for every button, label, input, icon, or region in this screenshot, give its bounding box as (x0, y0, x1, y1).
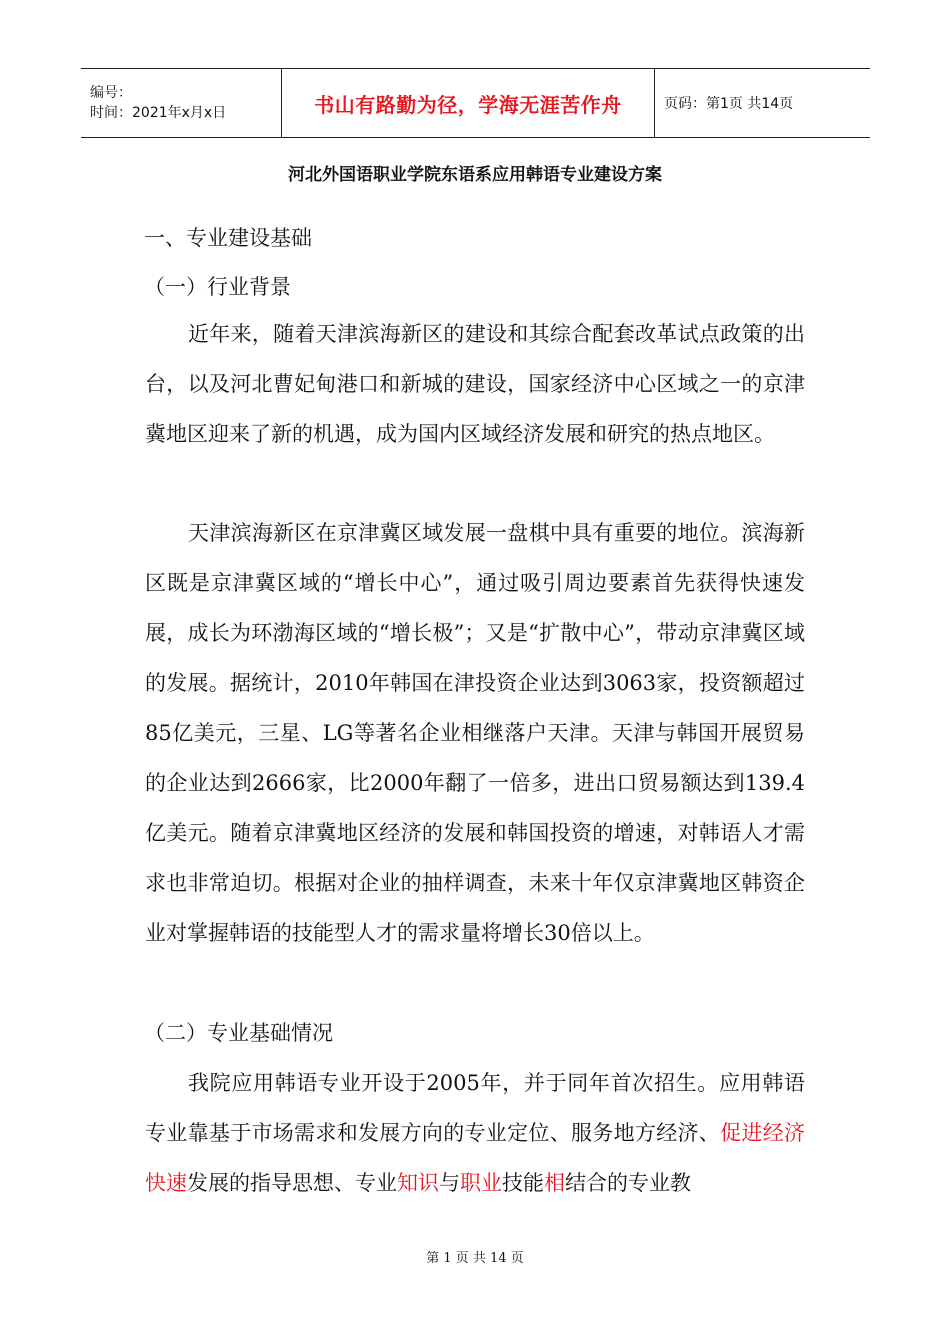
paragraph-3-highlight-4: 相 (544, 1171, 565, 1195)
date-label: 时间：2021年x月x日 (90, 105, 227, 121)
motto: 书山有路勤为径，学海无涯苦作舟 (314, 92, 622, 117)
paragraph-2: 天津滨海新区在京津冀区域发展一盘棋中具有重要的地位。滨海新区既是京津冀区域的“增长中心”，通过吸引周边要素首先获得快速发展，成长为环渤海区域的“增长极”；又是“扩散中心”，带动京津冀区域的发展。据统计，2010年韩国在津投资企业达到3063家，投资额超过85亿美元，三星、LG等著名企业相继落户天津。天津与韩国开展贸易的企业达到2666家，比2000年翻了一倍多，进出口贸易额达到139.4亿美元。随着京津冀地区经济的发展和韩国投资的增速，对韩语人才需求也非常迫切。根据对企业的抽样调查，未来十年仅京津冀地区韩资企业对掌握韩语的技能型人才的需求量将增长30倍以上。 (145, 521, 805, 945)
subsection-heading-2: （二）专业基础情况 (144, 1021, 333, 1045)
number-label: 编号： (90, 85, 132, 101)
page-info: 页码：第1页 共14页 (664, 96, 794, 112)
header-left-cell (81, 69, 282, 137)
paragraph-3 (145, 1058, 805, 1208)
page-footer: 第 1 页 共 14 页 (426, 1251, 524, 1266)
section-heading-1: 一、专业建设基础 (144, 226, 312, 250)
paragraph-3-highlight-1: 促进经济快速 (145, 1121, 806, 1195)
paragraph-3-text-3: 与 (439, 1171, 460, 1195)
paragraph-3-highlight-2: 知识 (397, 1171, 439, 1195)
document-title: 河北外国语职业学院东语系应用韩语专业建设方案 (288, 165, 662, 185)
paragraph-3-text-1: 我院应用韩语专业开设于2005年，并于同年首次招生。应用韩语专业靠基于市场需求和发展方向的专业定位、服务地方经济、 (145, 1071, 805, 1145)
header-table (81, 68, 870, 138)
paragraph-3-text-4: 技能 (502, 1171, 544, 1195)
header-motto-cell (282, 69, 655, 137)
paragraph-3-text-2: 发展的指导思想、专业 (187, 1171, 397, 1195)
paragraph-3-text-5: 结合的专业教 (565, 1171, 691, 1195)
header-page-cell (655, 69, 870, 137)
subsection-heading-1: （一）行业背景 (144, 275, 291, 299)
paragraph-1: 近年来，随着天津滨海新区的建设和其综合配套改革试点政策的出台，以及河北曹妃甸港口和新城的建设，国家经济中心区域之一的京津冀地区迎来了新的机遇，成为国内区域经济发展和研究的热点地区。 (145, 322, 805, 446)
paragraph-3-highlight-3: 职业 (460, 1171, 502, 1195)
